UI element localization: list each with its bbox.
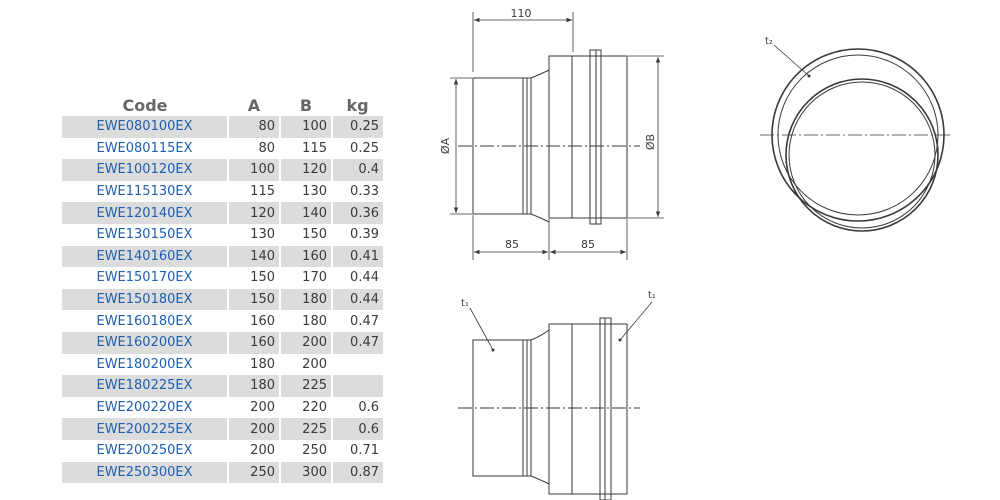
large-pipe-body — [549, 56, 627, 218]
b-cell: 140 — [280, 202, 332, 224]
a-cell: 140 — [228, 246, 280, 268]
b-cell: 115 — [280, 138, 332, 160]
a-cell: 200 — [228, 440, 280, 462]
dim-110-label: 110 — [510, 7, 532, 20]
code-cell: EWE200220EX — [96, 400, 193, 416]
a-cell: 150 — [228, 267, 280, 289]
code-cell: EWE160200EX — [62, 332, 228, 354]
b-cell: 200 — [280, 332, 332, 354]
kg-cell: 0.47 — [332, 332, 383, 354]
bottom-large-pipe-body — [549, 324, 627, 494]
a-cell: 200 — [228, 397, 280, 419]
code-cell: EWE150180EX — [62, 289, 228, 311]
a-cell: 80 — [228, 116, 280, 138]
a-cell: 160 — [228, 310, 280, 332]
code-cell: EWE080115EX — [96, 140, 193, 156]
code-cell: EWE150170EX — [96, 270, 193, 286]
code-cell: EWE250300EX — [62, 462, 228, 484]
b-cell: 160 — [280, 246, 332, 268]
t1-left-leader-dot — [492, 349, 495, 352]
b-cell: 130 — [280, 181, 332, 203]
kg-cell: 0.41 — [332, 246, 383, 268]
b-cell: 180 — [280, 289, 332, 311]
bottom-small-pipe-taper — [531, 330, 549, 484]
code-cell: EWE080100EX — [62, 116, 228, 138]
a-cell: 160 — [228, 332, 280, 354]
dim-85-left-label: 85 — [505, 238, 519, 251]
header-kg: kg — [346, 95, 369, 115]
code-cell: EWE180200EX — [96, 356, 193, 372]
kg-cell: 0.6 — [332, 397, 383, 419]
a-cell: 180 — [228, 354, 280, 376]
a-cell: 120 — [228, 202, 280, 224]
b-cell: 225 — [280, 375, 332, 397]
header-b: B — [299, 95, 313, 115]
code-cell: EWE200250EX — [96, 443, 193, 459]
kg-cell: 0.4 — [332, 159, 383, 181]
b-cell: 200 — [280, 354, 332, 376]
b-cell: 180 — [280, 310, 332, 332]
kg-cell: 0.36 — [332, 202, 383, 224]
t1-right-leader — [620, 302, 652, 340]
kg-cell: 0.44 — [332, 267, 383, 289]
code-cell: EWE100120EX — [62, 159, 228, 181]
kg-cell: 0.25 — [332, 138, 383, 160]
dim-b-label: ØB — [644, 133, 657, 151]
end-view — [760, 36, 952, 231]
header-a: A — [247, 95, 261, 115]
inner-circle — [786, 79, 938, 231]
b-cell: 170 — [280, 267, 332, 289]
b-cell: 225 — [280, 418, 332, 440]
a-cell: 80 — [228, 138, 280, 160]
a-cell: 250 — [228, 462, 280, 484]
b-cell: 150 — [280, 224, 332, 246]
code-cell: EWE130150EX — [96, 227, 193, 243]
code-cell: EWE115130EX — [96, 184, 193, 200]
side-view-top — [439, 7, 664, 260]
code-cell: EWE200225EX — [62, 418, 228, 440]
kg-cell: 0.87 — [332, 462, 383, 484]
t2-leader — [774, 45, 809, 76]
a-cell: 130 — [228, 224, 280, 246]
kg-cell: 0.44 — [332, 289, 383, 311]
dim-a-label: ØA — [439, 137, 452, 155]
side-view-bottom — [458, 290, 656, 500]
kg-cell: 0.47 — [332, 310, 383, 332]
a-cell: 180 — [228, 375, 280, 397]
kg-cell: 0.39 — [332, 224, 383, 246]
dim-85-right-label: 85 — [581, 238, 595, 251]
kg-cell: 0.71 — [332, 440, 383, 462]
b-cell: 250 — [280, 440, 332, 462]
t1-right-label: t₁ — [648, 290, 656, 301]
t2-label: t₂ — [765, 36, 773, 47]
kg-cell: 0.33 — [332, 181, 383, 203]
kg-cell: 0.6 — [332, 418, 383, 440]
a-cell: 150 — [228, 289, 280, 311]
code-cell: EWE160180EX — [96, 313, 193, 329]
b-cell: 100 — [280, 116, 332, 138]
code-cell: EWE180225EX — [62, 375, 228, 397]
b-cell: 220 — [280, 397, 332, 419]
b-cell: 120 — [280, 159, 332, 181]
t2-leader-dot — [808, 75, 811, 78]
code-cell: EWE140160EX — [62, 246, 228, 268]
kg-cell: 0.25 — [332, 116, 383, 138]
a-cell: 100 — [228, 159, 280, 181]
t1-left-label: t₁ — [461, 298, 469, 309]
a-cell: 115 — [228, 181, 280, 203]
code-cell: EWE120140EX — [62, 202, 228, 224]
a-cell: 200 — [228, 418, 280, 440]
header-code: Code — [122, 95, 168, 115]
b-cell: 300 — [280, 462, 332, 484]
t1-right-leader-dot — [619, 339, 622, 342]
